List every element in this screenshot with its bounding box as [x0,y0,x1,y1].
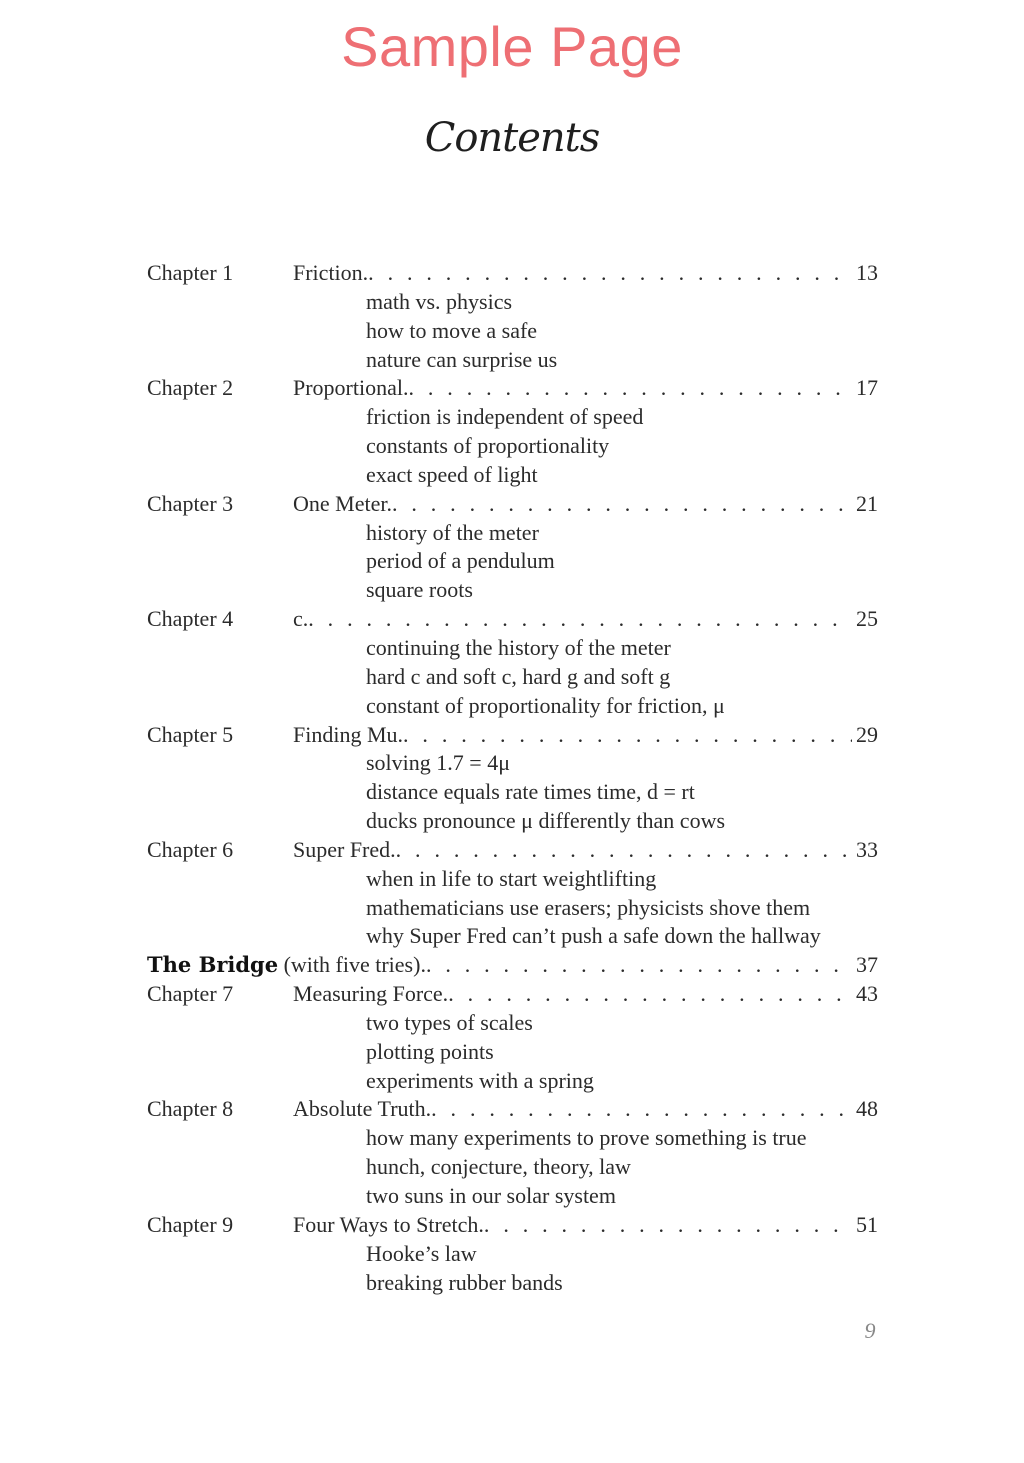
chapter-topic: why Super Fred can’t push a safe down the hallway [366,923,821,949]
chapter-topic: math vs. physics [366,288,513,314]
bridge-title [147,951,426,980]
chapter-title: One Meter. [293,490,392,519]
chapter-topic: distance equals rate times time, d = rt [366,779,695,805]
chapter-topic: how many experiments to prove something is true [366,1125,807,1151]
chapter-label: Chapter 5 [147,721,234,747]
chapter-page-number: 21 [856,490,878,516]
toc-entry-chapter-6 [147,836,878,865]
dot-leader [426,951,852,980]
chapter-topic: exact speed of light [366,461,538,487]
toc-entry-chapter-3 [147,490,878,519]
page-number: 9 [864,1318,876,1343]
chapter-topic: constant of proportionality for friction, μ [366,692,725,718]
toc-entry-chapter-9 [147,1211,878,1240]
chapter-label: Chapter 3 [147,490,234,516]
toc-entry-chapter-7 [147,980,878,1009]
chapter-title: Super Fred. [293,836,396,865]
dot-leader [392,490,852,519]
chapter-topic: continuing the history of the meter [366,634,671,660]
chapter-page-number: 43 [856,981,878,1007]
chapter-title: Finding Mu. [293,721,403,750]
chapter-label: Chapter 8 [147,1096,234,1122]
toc-entry-the-bridge [147,951,878,980]
chapter-label: Chapter 9 [147,1211,234,1237]
chapter-label: Chapter 1 [147,260,234,285]
chapter-topic: history of the meter [366,519,539,545]
chapter-page-number: 25 [856,606,878,632]
chapter-topic: plotting points [366,1038,494,1064]
chapter-topic: constants of proportionality [366,433,610,459]
dot-leader [403,721,852,750]
chapter-label: Chapter 6 [147,836,234,862]
chapter-page-number: 17 [856,375,878,401]
contents-title: Contents [424,115,600,161]
toc-entry-chapter-5 [147,721,878,750]
chapter-topic: two suns in our solar system [366,1183,616,1208]
chapter-title: Absolute Truth. [293,1095,431,1124]
chapter-label: Chapter 7 [147,981,234,1007]
toc-entry-chapter-2 [147,374,878,403]
chapter-title: Proportional. [293,374,409,403]
dot-leader [396,836,852,865]
chapter-topic: ducks pronounce μ differently than cows [366,808,726,834]
dot-leader [484,1211,852,1240]
chapter-title: Friction. [293,259,368,288]
toc-entry-chapter-8 [147,1095,878,1124]
chapter-topic: nature can surprise us [366,346,558,372]
chapter-topic: period of a pendulum [366,548,555,574]
toc-entry-chapter-1 [147,259,878,288]
chapter-topic: when in life to start weightlifting [366,865,657,891]
chapter-label: Chapter 2 [147,375,234,401]
chapter-page-number: 29 [856,721,878,747]
chapter-label: Chapter 4 [147,606,234,632]
chapter-topic: friction is independent of speed [366,404,644,430]
chapter-page-number: 51 [856,1211,878,1237]
chapter-topic: hunch, conjecture, theory, law [366,1154,631,1180]
chapter-title: Measuring Force. [293,980,448,1009]
chapter-page-number: 33 [856,836,878,862]
bridge-title-rest: (with five tries). [278,952,426,978]
sample-page-watermark: Sample Page [341,15,683,78]
chapter-topic: solving 1.7 = 4μ [366,750,510,776]
chapter-title: c. [293,605,308,634]
chapter-topic: how to move a safe [366,317,538,343]
toc-entry-chapter-4 [147,605,878,634]
dot-leader [409,374,853,403]
chapter-topic: hard c and soft c, hard g and soft g [366,663,671,689]
dot-leader [431,1095,852,1124]
chapter-topic: square roots [366,577,473,603]
chapter-topic: mathematicians use erasers; physicists shove them [366,894,811,920]
chapter-topic: two types of scales [366,1009,533,1035]
bridge-title-bold: The Bridge [147,952,279,978]
chapter-title: Four Ways to Stretch. [293,1211,484,1240]
table-of-contents [147,259,878,1297]
chapter-topic: Hooke’s law [366,1240,477,1266]
chapter-topic: experiments with a spring [366,1067,594,1093]
dot-leader [448,980,852,1009]
bridge-page-number: 37 [856,952,878,978]
chapter-topic: breaking rubber bands [366,1269,563,1295]
dot-leader [308,605,852,634]
dot-leader [368,259,852,288]
chapter-page-number: 48 [856,1096,878,1122]
chapter-page-number: 13 [856,260,878,285]
